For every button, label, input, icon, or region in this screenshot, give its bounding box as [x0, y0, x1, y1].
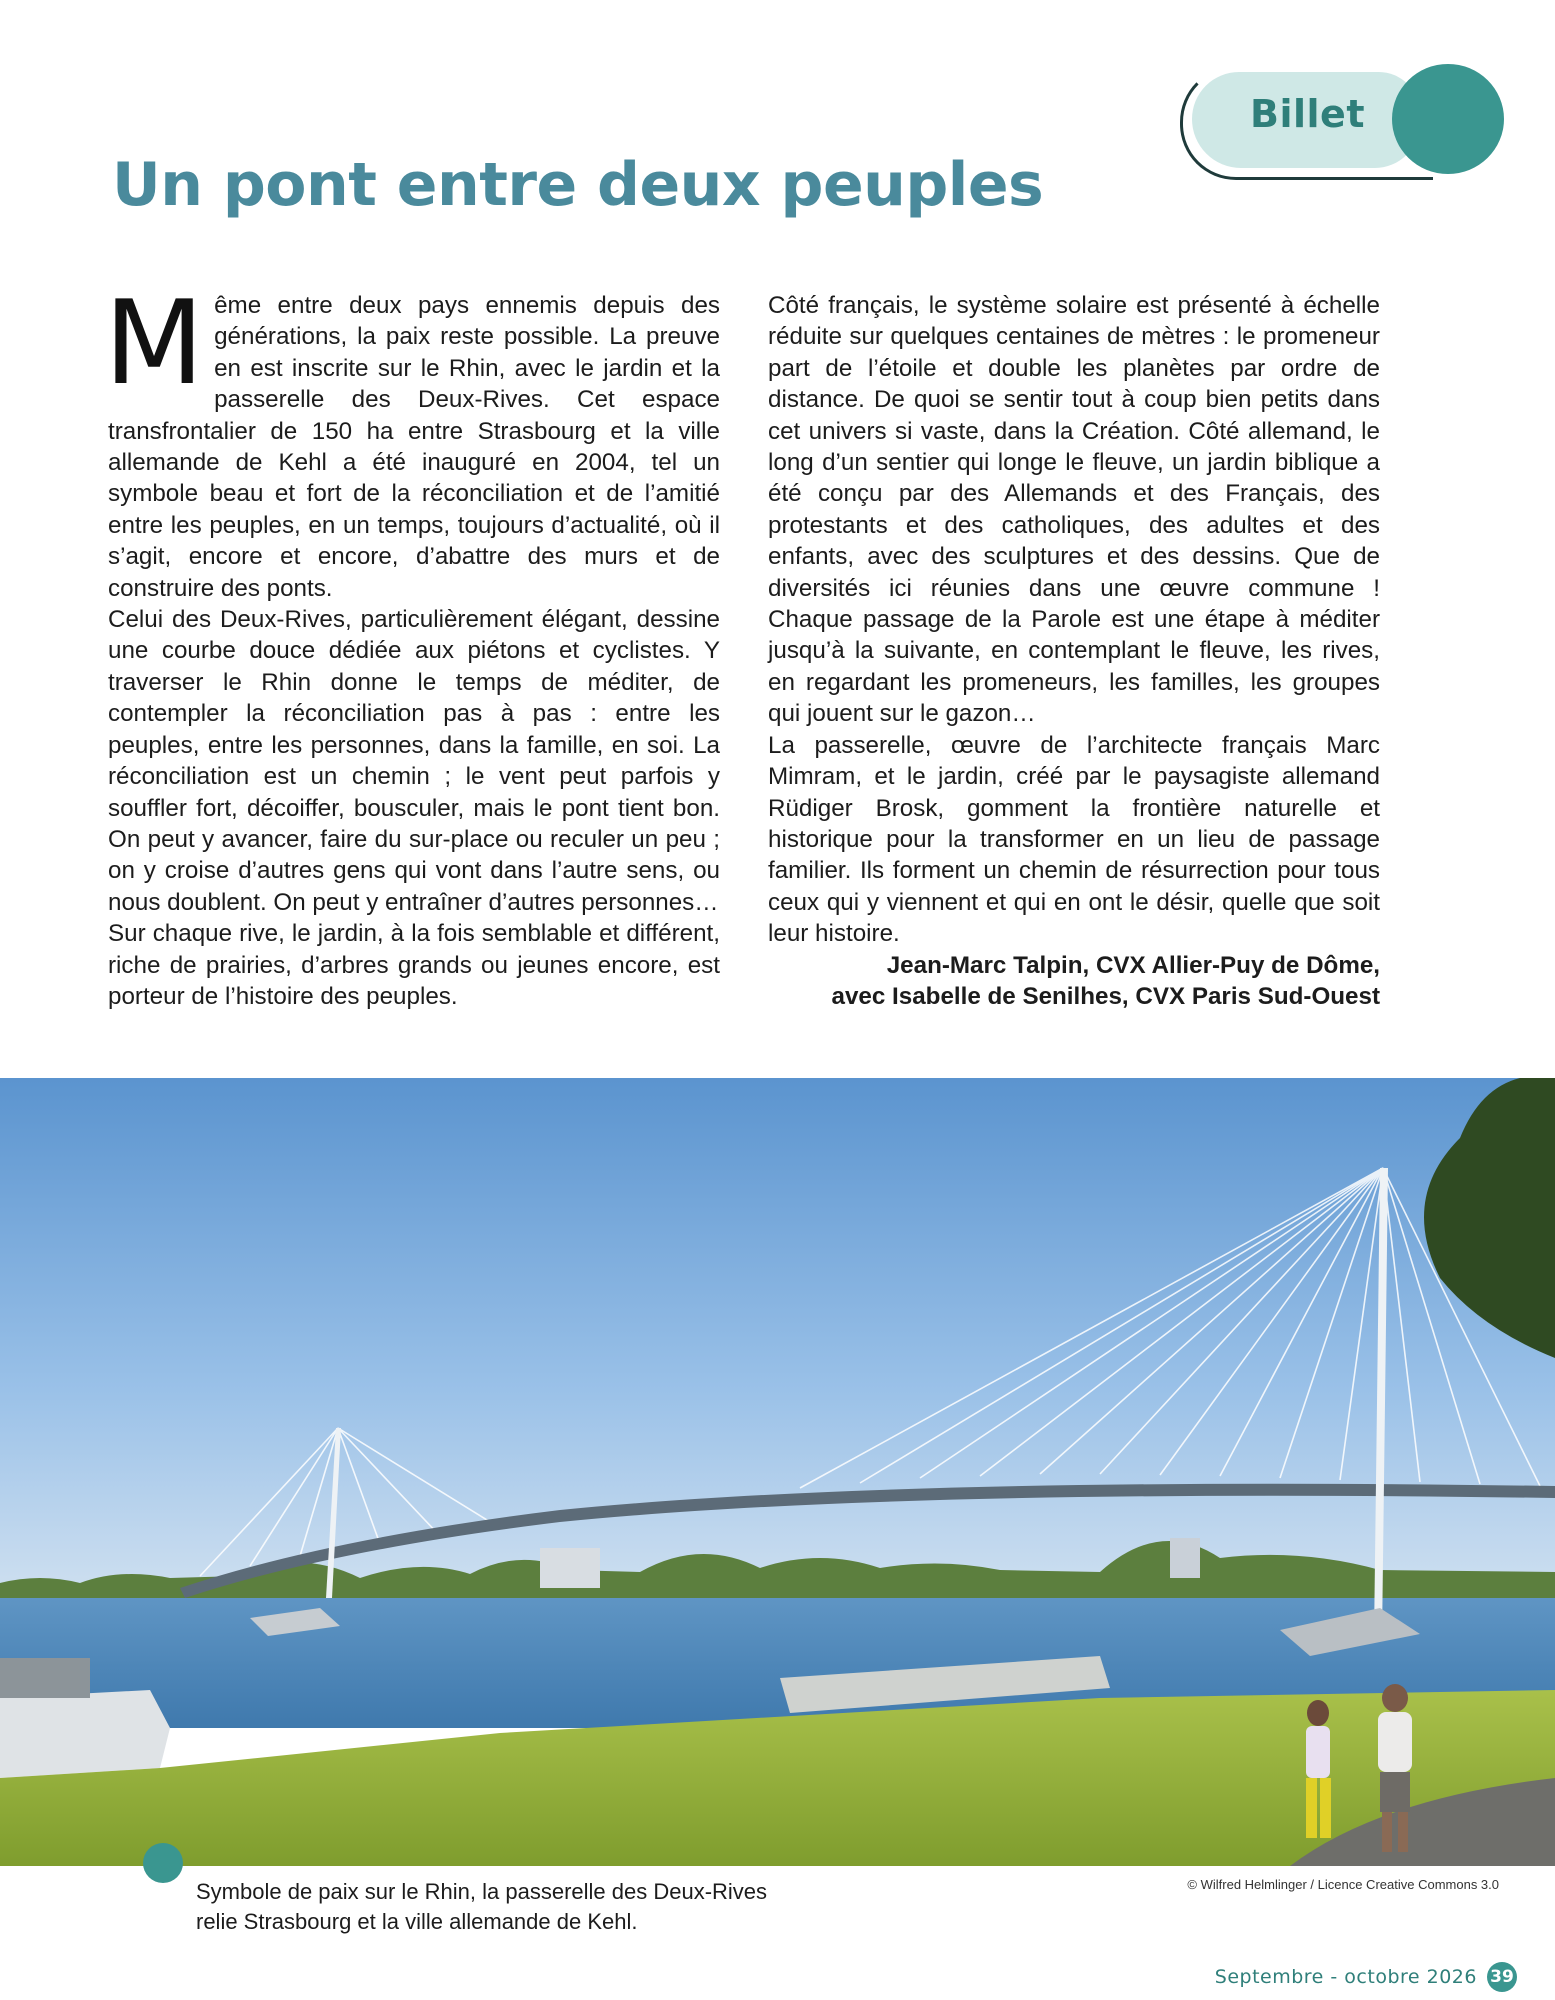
caption-dot	[143, 1843, 183, 1883]
badge-dot	[1392, 64, 1504, 174]
article-column-left	[104, 276, 720, 1012]
paragraph: Côté français, le système solaire est présenté à échelle réduite sur quelques centaines de mètres : le promeneur part de l’étoile et double les planètes par ordre de distance. De quoi se sentir tout à coup bien petits dans cet univers si vaste, dans la Création. Côté allemand, le long d’un sentier qui longe le fleuve, un jardin biblique a été conçu par des Allemands et des Français, des protestants et des catholiques, des adultes et des enfants, avec des sculptures et des dessins. Que de diversités ici réunies dans une œuvre commune ! Chaque passage de la Parole est une étape à méditer jusqu’à la suivante, en contemplant le fleuve, les rives, en regardant les promeneurs, les familles, les groupes qui jouent sur le gazon…	[768, 292, 1380, 728]
sky	[0, 1078, 1555, 1598]
building	[540, 1548, 600, 1588]
badge-label: Billet	[1250, 92, 1365, 136]
article-column-right	[768, 290, 1380, 1012]
page-footer	[1215, 1962, 1517, 1992]
page-number: 39	[1487, 1962, 1517, 1992]
issue-date: Septembre - octobre 2026	[1214, 1966, 1477, 1988]
boat-cabin	[0, 1658, 90, 1698]
caption-line: Symbole de paix sur le Rhin, la passerelle des Deux-Rives	[196, 1879, 768, 1904]
section-badge	[1180, 58, 1510, 188]
caption-line: relie Strasbourg et la ville allemande de Kehl.	[196, 1909, 638, 1934]
signature-line: Jean-Marc Talpin, CVX Allier-Puy de Dôme,	[886, 951, 1380, 979]
bridge-illustration	[0, 1078, 1555, 1866]
paragraph	[104, 276, 720, 604]
building	[1170, 1538, 1200, 1578]
paragraph: La passerelle, œuvre de l’architecte français Marc Mimram, et le jardin, créé par le paysagiste allemand Rüdiger Brosk, gomment la frontière naturelle et historique pour la transformer en un lieu de passage familier. Ils forment un chemin de résurrection pour tous ceux qui y viennent et qui en ont le désir, quelle que soit leur histoire.	[768, 731, 1380, 948]
paragraph: Sur chaque rive, le jardin, à la fois semblable et différent, riche de prairies, d’arbres grands ou jeunes encore, est porteur de l’histoire des peuples.	[108, 920, 720, 1010]
bridge-photo	[0, 1078, 1555, 1866]
author-signature	[768, 950, 1380, 1013]
paragraph-text: ême entre deux pays ennemis depuis des générations, la paix reste possible. La preuve en est inscrite sur le Rhin, avec le jardin et la passerelle des Deux-Rives. Cet espace transfrontalier de 150 ha entre Strasbourg et la ville allemande de Kehl a été inauguré en 2004, tel un symbole beau et fort de la réconciliation et de l’amitié entre les peuples, en un temps, toujours d’actualité, où il s’agit, encore et encore, d’abattre des murs et de construire des ponts.	[108, 292, 720, 602]
boat	[0, 1690, 170, 1778]
photo-credit: © Wilfred Helmlinger / Licence Creative Commons 3.0	[1187, 1877, 1499, 1892]
drop-cap: M	[104, 276, 205, 411]
article-title: Un pont entre deux peuples	[112, 150, 1044, 220]
signature-line: avec Isabelle de Senilhes, CVX Paris Sud-Ouest	[831, 982, 1380, 1010]
paragraph: Celui des Deux-Rives, particulièrement élégant, dessine une courbe douce dédiée aux piétons et cyclistes. Y traverser le Rhin donne le temps de méditer, de contempler la réconciliation pas à pas : entre les peuples, entre les personnes, dans la famille, en soi. La réconciliation est un chemin ; le vent peut parfois y souffler fort, décoiffer, bousculer, mais le pont tient bon. On peut y avancer, faire du sur-place ou reculer un peu ; on y croise d’autres gens qui vont dans l’autre sens, ou nous doublent. On peut y entraîner d’autres personnes…	[108, 606, 720, 916]
photo-caption	[196, 1877, 916, 1937]
